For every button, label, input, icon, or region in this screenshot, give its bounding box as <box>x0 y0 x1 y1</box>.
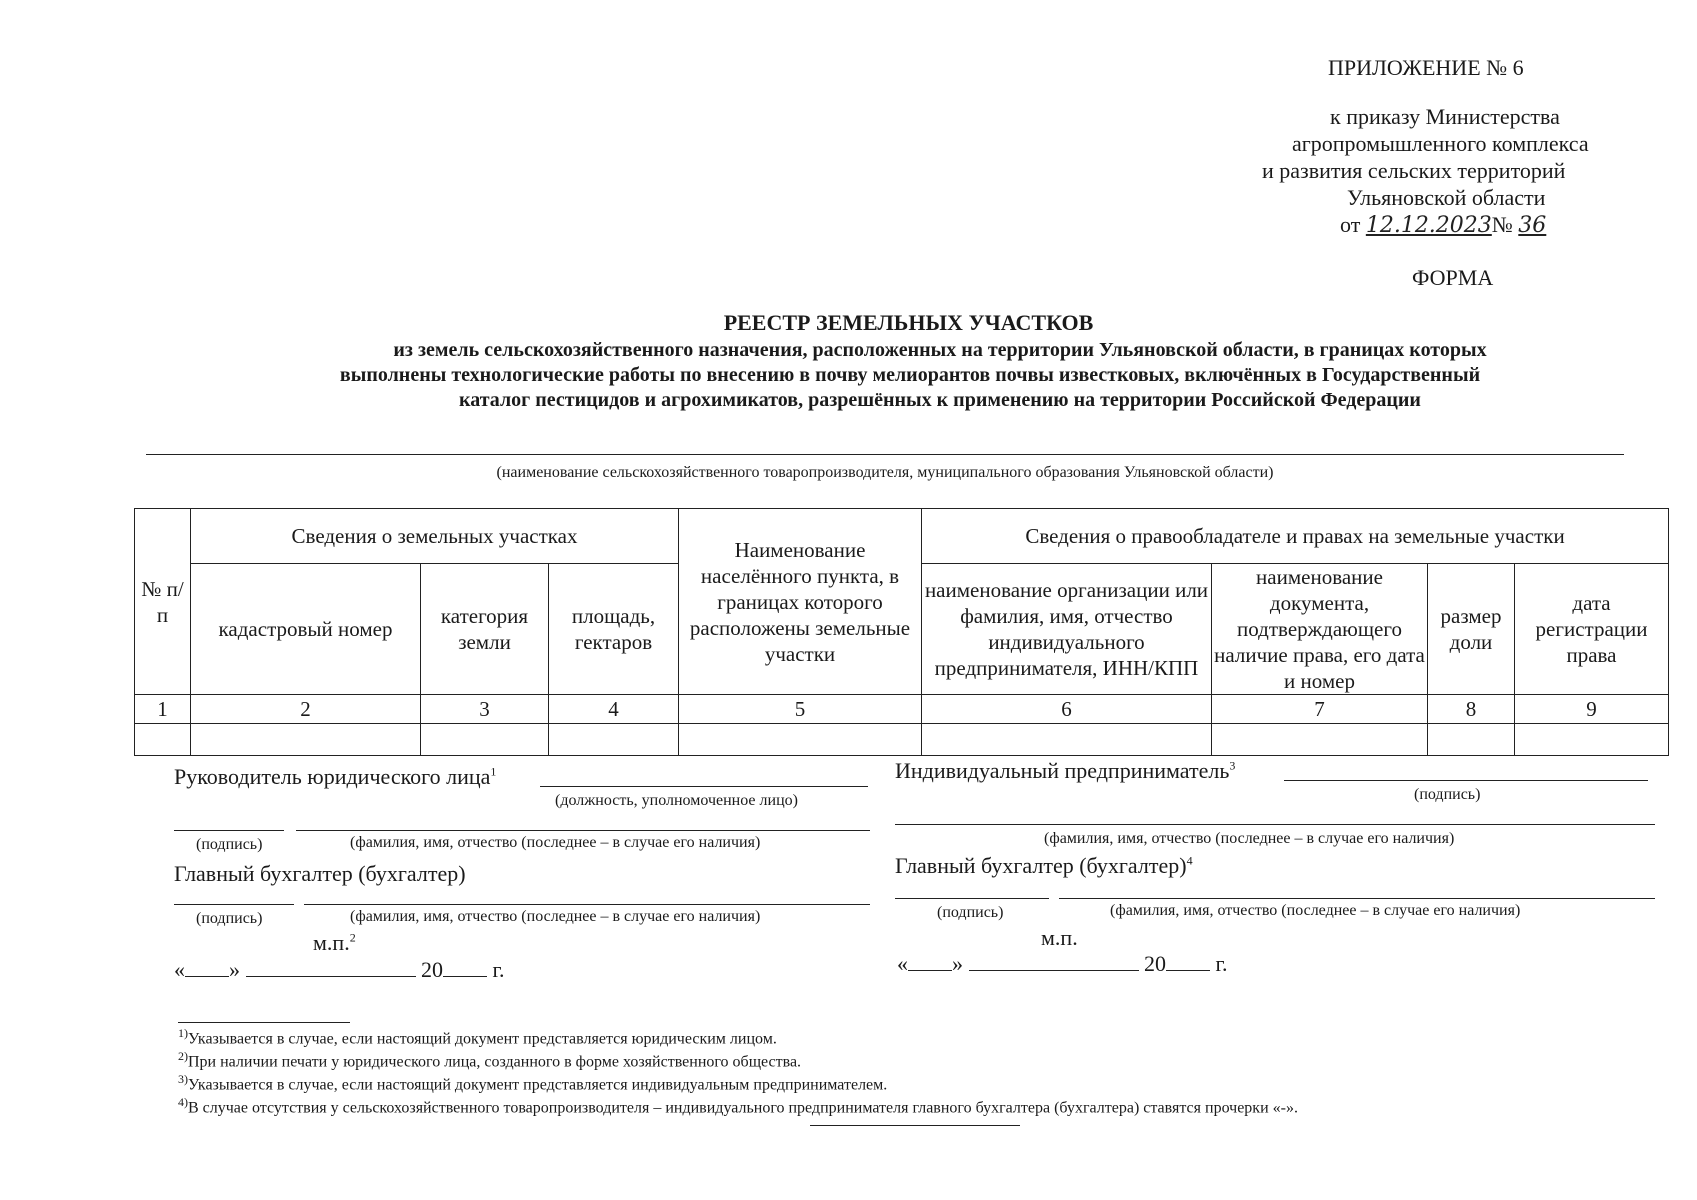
header-land-group: Сведения о земельных участках <box>191 509 679 564</box>
from-label: от <box>1340 212 1361 237</box>
year-field[interactable] <box>443 976 487 977</box>
signature-caption: (подпись) <box>196 836 263 853</box>
ip-signature-line[interactable] <box>1284 780 1648 781</box>
seal-mark-text: м.п. <box>313 930 350 955</box>
month-field[interactable] <box>969 970 1139 971</box>
footnote-3-text: Указывается в случае, если настоящий документ представляется индивидуальным предпринимателем. <box>188 1076 888 1094</box>
appendix-line-2: агропромышленного комплекса <box>1292 131 1589 156</box>
footnote-1-mark: 1) <box>178 1026 188 1040</box>
date-line-left <box>174 957 505 983</box>
header-no: № п/п <box>135 509 191 695</box>
header-settlement: Наименование населённого пункта, в границах которого расположены земельные участки <box>679 509 922 695</box>
footnote-4-text: В случае отсутствия у сельскохозяйственного товаропроизводителя – индивидуального предпринимателя главного бухгалтера (бухгалтера) ставятся прочерки «-». <box>188 1099 1298 1117</box>
subtitle-line-1: из земель сельскохозяйственного назначения, расположенных на территории Ульяновской области, в границах которых <box>393 339 1487 361</box>
empty-cell[interactable] <box>1428 724 1515 756</box>
fio-caption: (фамилия, имя, отчество (последнее – в случае его наличия) <box>1044 830 1455 847</box>
year-field[interactable] <box>1166 970 1210 971</box>
head-position-line[interactable] <box>540 786 868 787</box>
col-number: 2 <box>191 695 421 724</box>
fio-caption: (фамилия, имя, отчество (последнее – в случае его наличия) <box>350 834 761 851</box>
fio-caption: (фамилия, имя, отчество (последнее – в случае его наличия) <box>350 908 761 925</box>
document-title: РЕЕСТР ЗЕМЕЛЬНЫХ УЧАСТКОВ <box>723 310 1094 335</box>
empty-cell[interactable] <box>1212 724 1428 756</box>
head-label <box>174 764 496 790</box>
year-suffix: г. <box>492 957 505 982</box>
header-org-name: наименование организации или фамилия, имя, отчество индивидуального предпринимателя, ИНН/КПП <box>922 564 1212 695</box>
day-field[interactable] <box>185 976 229 977</box>
head-signature-line[interactable] <box>174 830 284 831</box>
accountant-label: Главный бухгалтер (бухгалтер) <box>174 861 466 886</box>
accountant-fio-line[interactable] <box>304 904 870 905</box>
number-label: № <box>1491 212 1513 237</box>
table-row <box>135 695 1669 724</box>
empty-cell[interactable] <box>922 724 1212 756</box>
header-category: категория земли <box>421 564 549 695</box>
quote-close: » <box>952 951 963 976</box>
header-reg-date: дата регистрации права <box>1515 564 1669 695</box>
signature-caption: (подпись) <box>937 904 1004 921</box>
col-number: 6 <box>922 695 1212 724</box>
appendix-line-1: к приказу Министерства <box>1330 104 1560 129</box>
appendix-line-3: и развития сельских территорий <box>1262 158 1566 183</box>
end-separator <box>810 1125 1020 1126</box>
col-number: 1 <box>135 695 191 724</box>
handwritten-number: 36 <box>1518 213 1547 238</box>
col-number: 8 <box>1428 695 1515 724</box>
header-area: площадь, гектаров <box>549 564 679 695</box>
header-share: размер доли <box>1428 564 1515 695</box>
head-fio-line[interactable] <box>296 830 870 831</box>
producer-name-line <box>146 454 1624 455</box>
footnote-4-mark: 4) <box>178 1095 188 1109</box>
fio-caption: (фамилия, имя, отчество (последнее – в случае его наличия) <box>1110 902 1521 919</box>
seal-footnote-ref: 2 <box>349 930 356 945</box>
ip-accountant-label-text: Главный бухгалтер (бухгалтер) <box>895 853 1187 878</box>
producer-caption: (наименование сельскохозяйственного товаропроизводителя, муниципального образования Ульяновской области) <box>496 464 1274 481</box>
footnote-2-text: При наличии печати у юридического лица, созданного в форме хозяйственного общества. <box>188 1053 802 1071</box>
col-number: 5 <box>679 695 922 724</box>
position-caption: (должность, уполномоченное лицо) <box>555 792 798 809</box>
ip-seal-mark: м.п. <box>1041 925 1078 950</box>
col-number: 7 <box>1212 695 1428 724</box>
subtitle-line-3: каталог пестицидов и агрохимикатов, разрешённых к применению на территории Российской Федерации <box>459 389 1421 411</box>
ip-fio-line[interactable] <box>895 824 1655 825</box>
empty-cell[interactable] <box>1515 724 1669 756</box>
header-doc-name: наименование документа, подтверждающего наличие права, его дата и номер <box>1212 564 1428 695</box>
year-prefix: 20 <box>421 957 443 982</box>
header-owner-group: Сведения о правообладателе и правах на земельные участки <box>922 509 1669 564</box>
footnote-4 <box>178 1091 1298 1119</box>
signature-caption: (подпись) <box>196 910 263 927</box>
ip-accountant-label <box>895 853 1193 879</box>
ip-accountant-signature-line[interactable] <box>895 898 1049 899</box>
appendix-date-line <box>1340 211 1546 239</box>
ip-accountant-footnote-ref: 4 <box>1186 853 1193 868</box>
year-suffix: г. <box>1215 951 1228 976</box>
col-number: 4 <box>549 695 679 724</box>
accountant-signature-line[interactable] <box>174 904 294 905</box>
head-label-text: Руководитель юридического лица <box>174 764 491 789</box>
table-row <box>135 724 1669 756</box>
appendix-line-4: Ульяновской области <box>1347 185 1546 210</box>
quote-close: » <box>229 957 240 982</box>
signature-caption: (подпись) <box>1414 786 1481 803</box>
handwritten-date: 12.12.2023 <box>1365 213 1492 238</box>
empty-cell[interactable] <box>191 724 421 756</box>
day-field[interactable] <box>908 970 952 971</box>
registry-table <box>134 508 1669 756</box>
ip-label-text: Индивидуальный предприниматель <box>895 758 1230 783</box>
ip-accountant-fio-line[interactable] <box>1059 898 1655 899</box>
ip-footnote-ref: 3 <box>1229 758 1236 773</box>
empty-cell[interactable] <box>135 724 191 756</box>
quote-open: « <box>897 951 908 976</box>
footnote-2-mark: 2) <box>178 1049 188 1063</box>
ip-label <box>895 758 1235 784</box>
empty-cell[interactable] <box>679 724 922 756</box>
footnote-3-mark: 3) <box>178 1072 188 1086</box>
empty-cell[interactable] <box>421 724 549 756</box>
date-line-right <box>897 951 1228 977</box>
year-prefix: 20 <box>1144 951 1166 976</box>
seal-mark <box>313 930 356 956</box>
subtitle-line-2: выполнены технологические работы по внесению в почву мелиорантов почвы известковых, включённых в Государственный <box>339 364 1481 386</box>
header-cadastral: кадастровый номер <box>191 564 421 695</box>
appendix-title: ПРИЛОЖЕНИЕ № 6 <box>1328 55 1524 80</box>
month-field[interactable] <box>246 976 416 977</box>
col-number: 3 <box>421 695 549 724</box>
footnote-1-text: Указывается в случае, если настоящий документ представляется юридическим лицом. <box>188 1030 777 1048</box>
head-footnote-ref: 1 <box>490 764 497 779</box>
col-number: 9 <box>1515 695 1669 724</box>
form-label: ФОРМА <box>1412 265 1494 290</box>
empty-cell[interactable] <box>549 724 679 756</box>
quote-open: « <box>174 957 185 982</box>
